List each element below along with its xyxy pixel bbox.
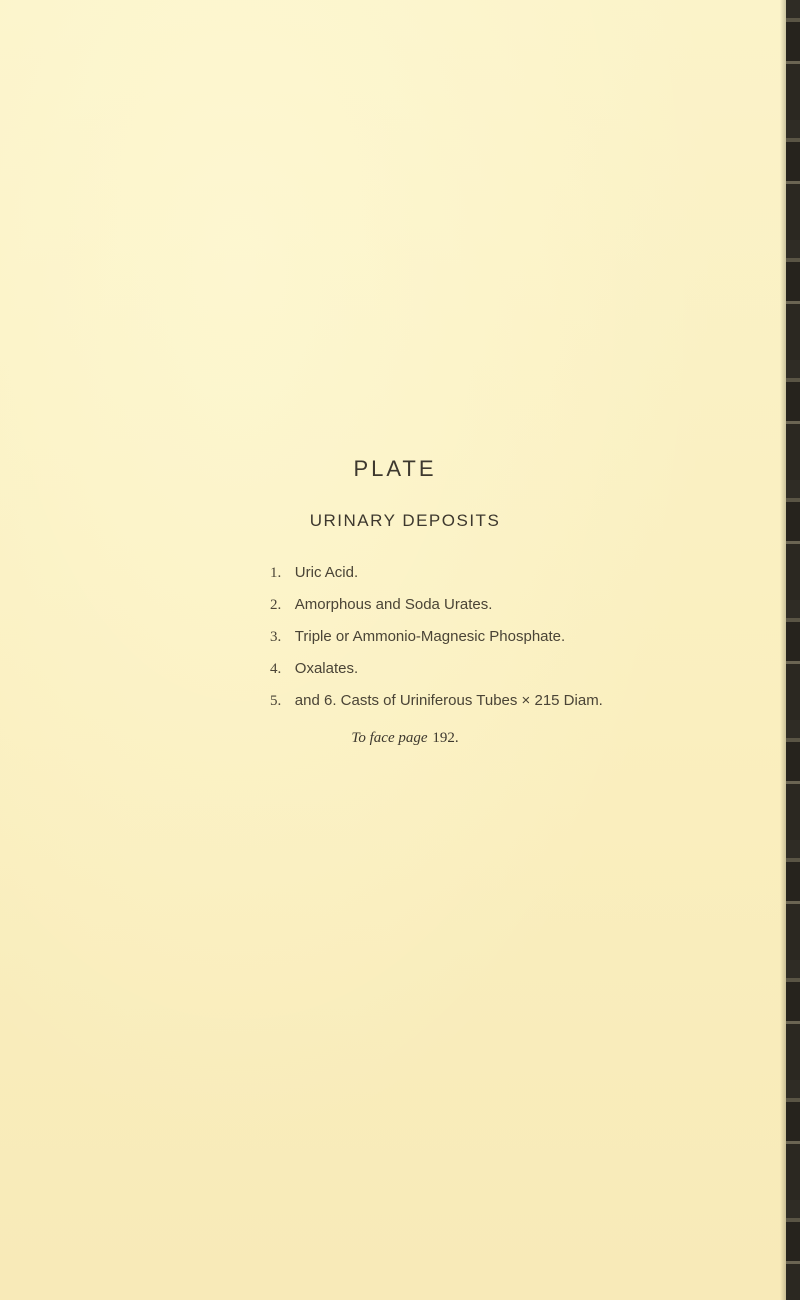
legend-item-1 [270,562,603,594]
page-binding-edge [786,0,800,1300]
legend-text: Triple or Ammonio-Magnesic Phosphate. [294,628,566,645]
legend-item-5 [270,690,603,722]
legend-item-4 [270,658,603,690]
legend-text: Oxalates. [294,660,359,677]
plate-subheading: URINARY DEPOSITS [309,511,501,530]
facing-page-note [0,728,800,747]
legend-text: Amorphous and Soda Urates. [294,596,493,613]
legend-text: Uric Acid. [294,564,359,581]
facing-label: To face page [351,730,428,746]
legend-item-2 [270,594,603,626]
legend-number: 1. [270,565,282,581]
legend-item-3 [270,626,603,658]
legend-number: 2. [270,597,282,613]
legend-number: 5. [270,693,282,709]
plate-heading: PLATE [353,456,437,481]
plate-legend [270,562,603,722]
legend-number: 3. [270,629,282,645]
legend-text: and 6. Casts of Uriniferous Tubes × 215 Diam. [294,692,603,709]
legend-number: 4. [270,661,282,677]
page-number: 192. [432,730,459,746]
